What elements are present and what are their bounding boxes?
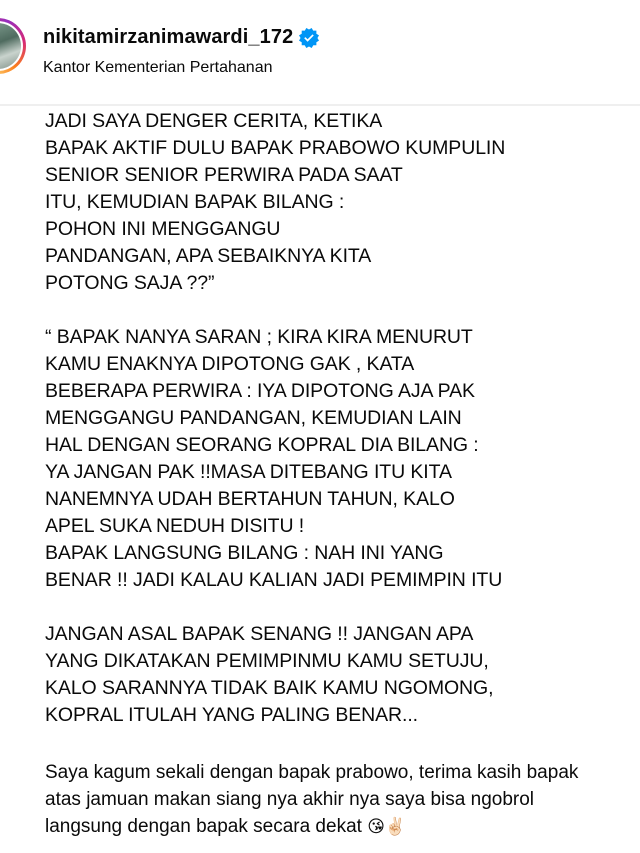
- caption-line: YA JANGAN PAK !!MASA DITEBANG ITU KITA: [45, 461, 452, 483]
- kiss-victory-emoji-icon: 😘✌🏻: [367, 817, 407, 836]
- caption-line: BEBERAPA PERWIRA : IYA DIPOTONG AJA PAK: [45, 380, 475, 402]
- caption-line: BAPAK LANGSUNG BILANG : NAH INI YANG: [45, 542, 444, 564]
- header-divider: [0, 104, 640, 106]
- paragraph-spacer: [45, 594, 640, 621]
- caption-line: “ BAPAK NANYA SARAN ; KIRA KIRA MENURUT: [45, 326, 473, 348]
- caption-paragraph: [45, 108, 640, 297]
- caption-line: JANGAN ASAL BAPAK SENANG !! JANGAN APA: [45, 623, 474, 645]
- caption-line: KAMU ENAKNYA DIPOTONG GAK , KATA: [45, 353, 415, 375]
- caption-line-text: langsung dengan bapak secara dekat: [45, 816, 362, 837]
- caption-line: KALO SARANNYA TIDAK BAIK KAMU NGOMONG,: [45, 677, 494, 699]
- caption-line: JADI SAYA DENGER CERITA, KETIKA: [45, 110, 383, 132]
- avatar[interactable]: [0, 18, 26, 74]
- paragraph-spacer: [45, 297, 640, 324]
- caption-line: HAL DENGAN SEORANG KOPRAL DIA BILANG :: [45, 434, 479, 456]
- caption-line: ITU, KEMUDIAN BAPAK BILANG :: [45, 191, 345, 213]
- caption-line: KOPRAL ITULAH YANG PALING BENAR...: [45, 704, 418, 726]
- caption-line: Saya kagum sekali dengan bapak prabowo, terima kasih bapak: [45, 762, 579, 783]
- caption-line: APEL SUKA NEDUH DISITU !: [45, 515, 305, 537]
- caption-line: SENIOR SENIOR PERWIRA PADA SAAT: [45, 164, 403, 186]
- avatar-photo: [0, 23, 21, 69]
- location-link[interactable]: Kantor Kementerian Pertahanan: [43, 59, 273, 76]
- caption-line: atas jamuan makan siang nya akhir nya saya bisa ngobrol: [45, 789, 535, 810]
- caption-paragraph: [45, 621, 640, 729]
- username-row: [43, 26, 319, 49]
- caption-paragraph: [45, 324, 640, 594]
- caption-line: NANEMNYA UDAH BERTAHUN TAHUN, KALO: [45, 488, 455, 510]
- caption-line: POTONG SAJA ??”: [45, 272, 215, 294]
- avatar-ring-gap: [0, 21, 23, 71]
- caption-paragraph: [45, 759, 640, 840]
- caption-line: PANDANGAN, APA SEBAIKNYA KITA: [45, 245, 372, 267]
- caption-line: MENGGANGU PANDANGAN, KEMUDIAN LAIN: [45, 407, 462, 429]
- verified-badge-icon: [299, 28, 319, 48]
- caption-line: BENAR !! JADI KALAU KALIAN JADI PEMIMPIN ITU: [45, 569, 503, 591]
- caption-line: BAPAK AKTIF DULU BAPAK PRABOWO KUMPULIN: [45, 137, 506, 159]
- caption-line: [45, 813, 640, 840]
- post-header: [0, 0, 640, 105]
- caption-line: YANG DIKATAKAN PEMIMPINMU KAMU SETUJU,: [45, 650, 489, 672]
- post-caption: [45, 108, 640, 840]
- paragraph-spacer: [45, 729, 640, 756]
- username-link[interactable]: nikitamirzanimawardi_172: [43, 26, 294, 48]
- caption-line: POHON INI MENGGANGU: [45, 218, 281, 240]
